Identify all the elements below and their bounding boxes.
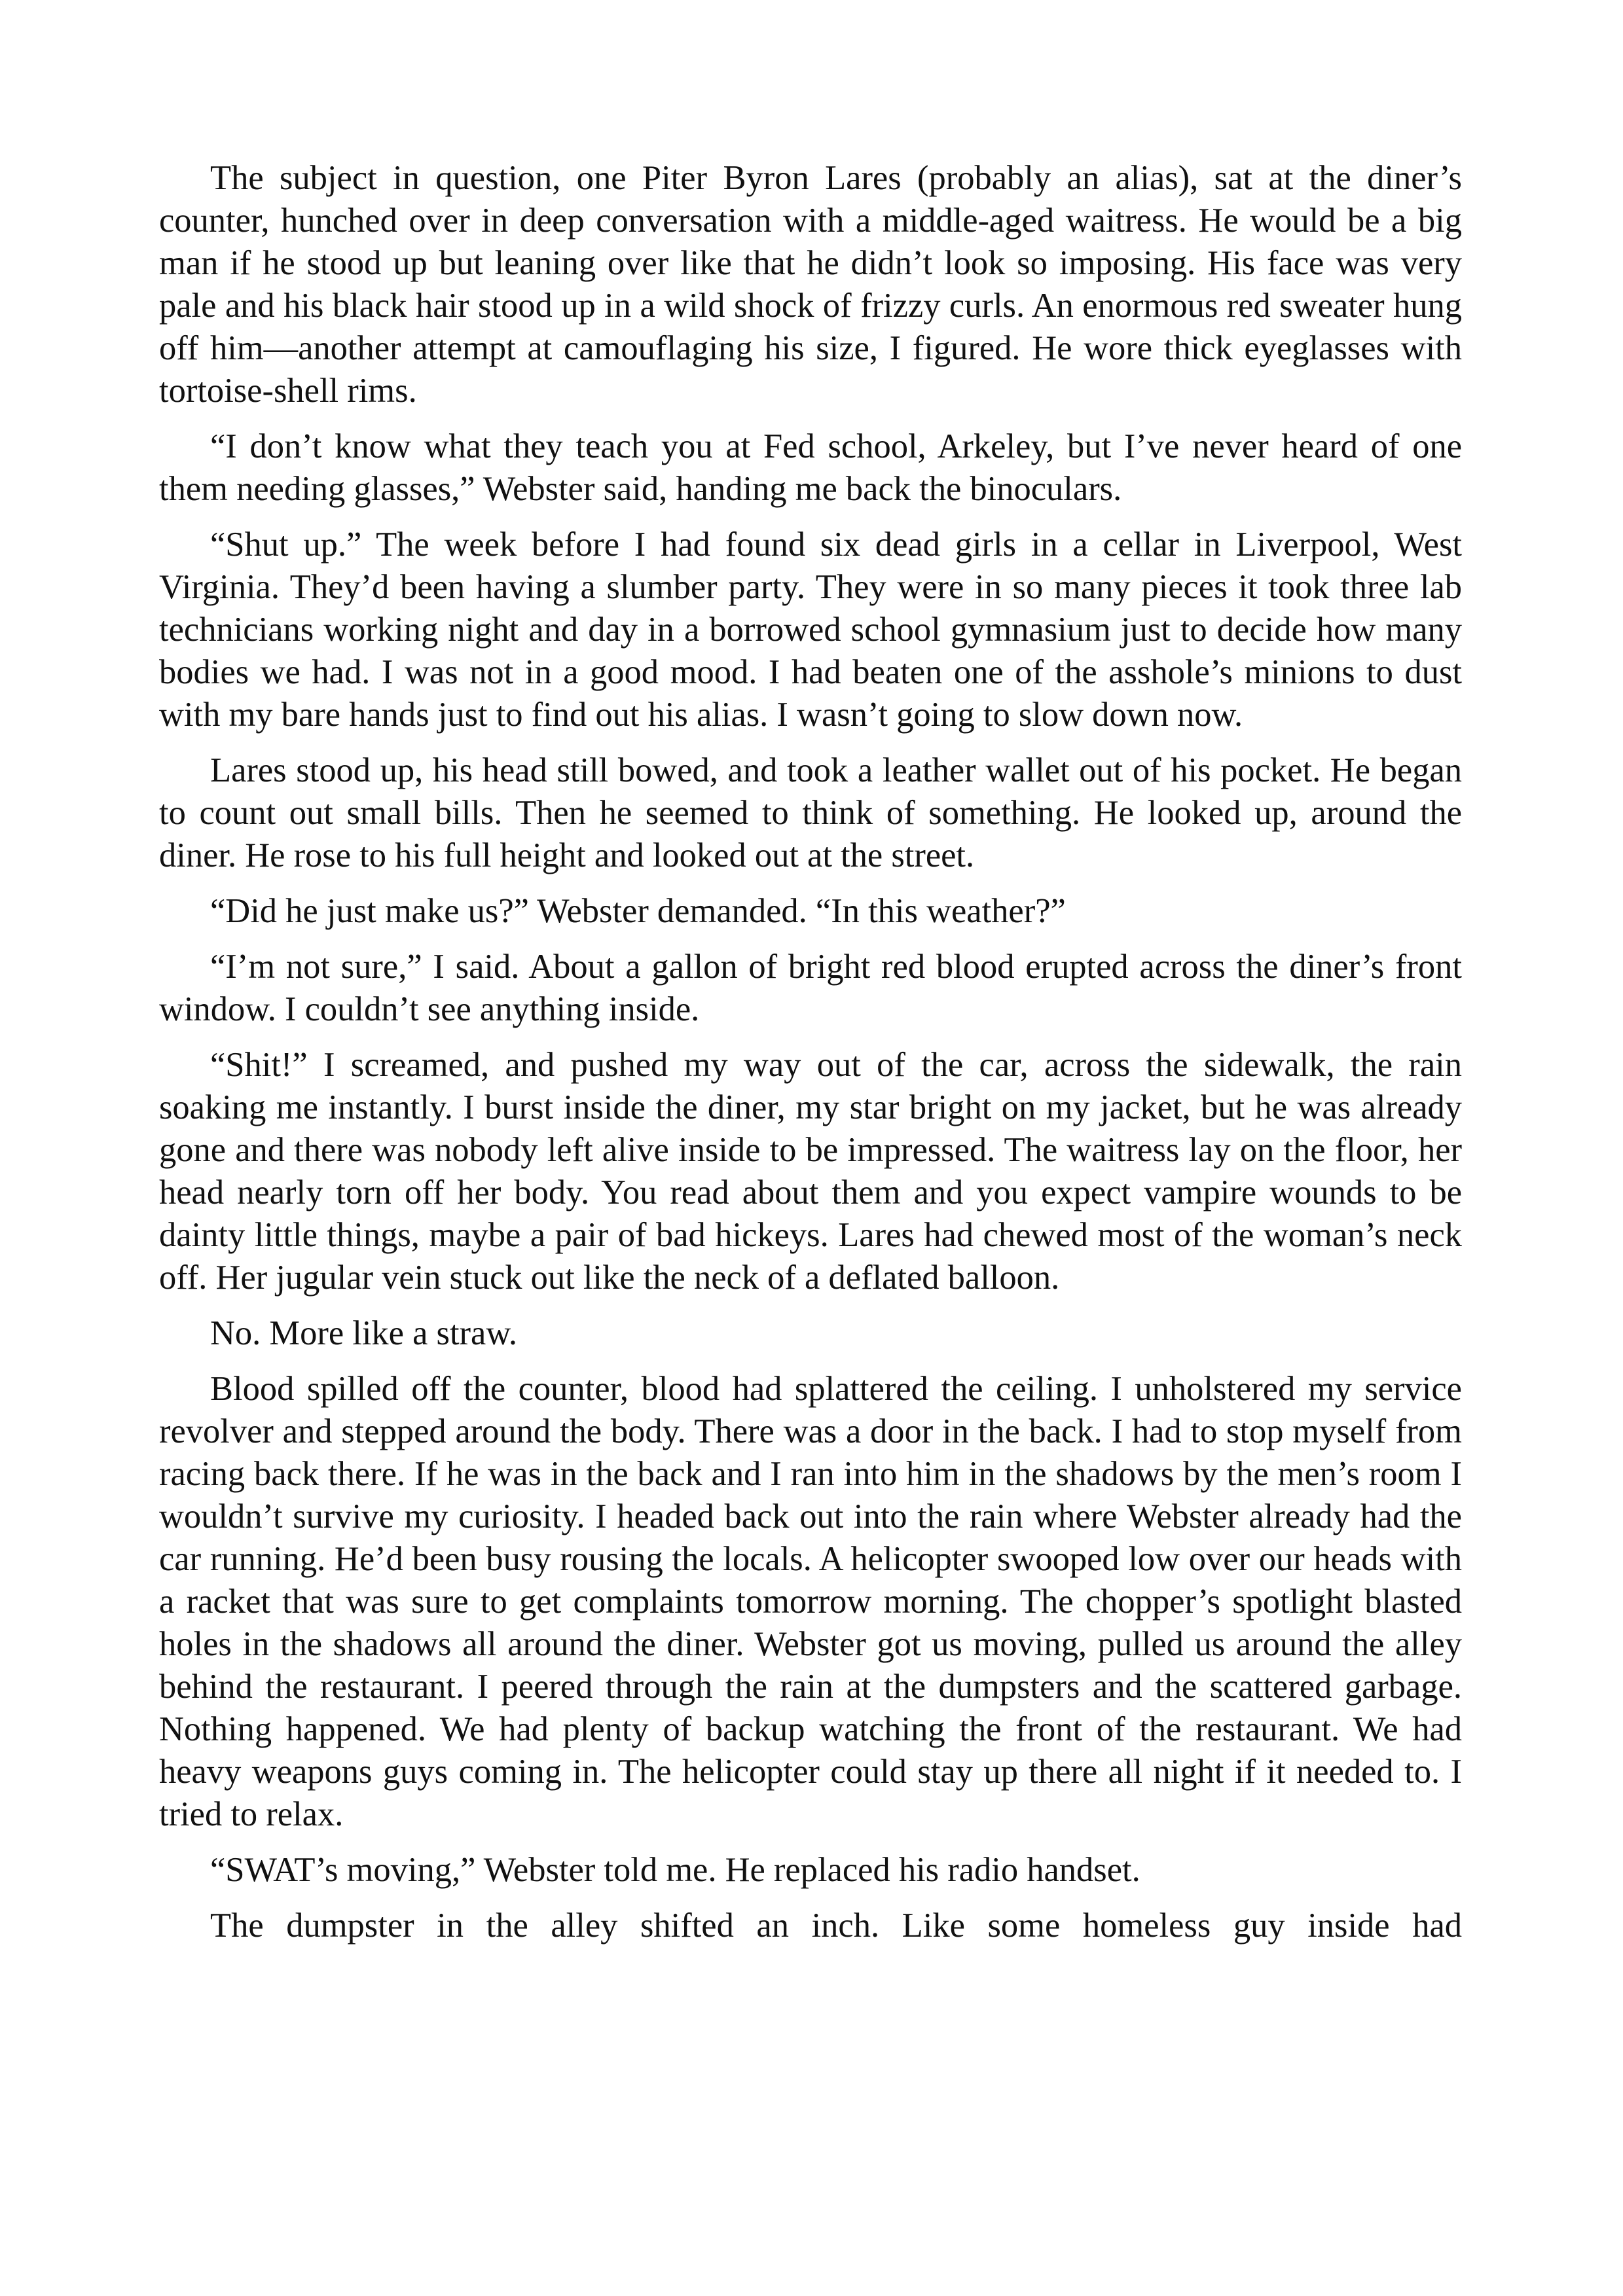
paragraph: “I’m not sure,” I said. About a gallon of bright red blood erupted across the diner’s front window. I couldn’t see anything inside.: [159, 948, 1462, 1028]
paragraph: Lares stood up, his head still bowed, and took a leather wallet out of his pocket. He began to count out small bills. Then he seemed to think of something. He looked up, around the diner. He rose to his full height and looked out at the street.: [159, 751, 1462, 874]
paragraph: “Shut up.” The week before I had found six dead girls in a cellar in Liverpool, West Virginia. They’d been having a slumber party. They were in so many pieces it took three lab technicians working night and day in a borrowed school gymnasium just to decide how many bodies we had. I was not in a good mood. I had beaten one of the asshole’s minions to dust with my bare hands just to find out his alias. I wasn’t going to slow down now.: [159, 526, 1462, 734]
paragraph-continued: The dumpster in the alley shifted an inch. Like some homeless guy inside had: [210, 1907, 1462, 1945]
paragraph: “Shit!” I screamed, and pushed my way out of the car, across the sidewalk, the rain soaking me instantly. I burst inside the diner, my star bright on my jacket, but he was already gone and there was nobody left alive inside to be impressed. The waitress lay on the floor, her head nearly torn off her body. You read about them and you expect vampire wounds to be dainty little things, maybe a pair of bad hickeys. Lares had chewed most of the woman’s neck off. Her jugular vein stuck out like the neck of a deflated balloon.: [159, 1046, 1462, 1297]
paragraph: “Did he just make us?” Webster demanded. “In this weather?”: [210, 892, 1066, 930]
paragraph: “I don’t know what they teach you at Fed school, Arkeley, but I’ve never heard of one them needing glasses,” Webster said, handing me back the binoculars.: [159, 427, 1462, 508]
paragraph: “SWAT’s moving,” Webster told me. He replaced his radio handset.: [210, 1851, 1140, 1889]
paragraph: Blood spilled off the counter, blood had splattered the ceiling. I unholstered my service revolver and stepped around the body. There was a door in the back. I had to stop myself from racing back there. If he was in the back and I ran into him in the shadows by the men’s room I wouldn’t survive my curiosity. I headed back out into the rain where Webster already had the car running. He’d been busy rousing the locals. A helicopter swooped low over our heads with a racket that was sure to get complaints tomorrow morning. The chopper’s spotlight blasted holes in the shadows all around the diner. Webster got us moving, pulled us around the alley behind the restaurant. I peered through the rain at the dumpsters and the scattered garbage. Nothing happened. We had plenty of backup watching the front of the restaurant. We had heavy weapons guys coming in. The helicopter could stay up there all night if it needed to. I tried to relax.: [159, 1370, 1462, 1833]
paragraph: The subject in question, one Piter Byron Lares (probably an alias), sat at the diner’s counter, hunched over in deep conversation with a middle-aged waitress. He would be a big man if he stood up but leaning over like that he didn’t look so imposing. His face was very pale and his black hair stood up in a wild shock of frizzy curls. An enormous red sweater hung off him—another attempt at camouflaging his size, I figured. He wore thick eyeglasses with tortoise-shell rims.: [159, 159, 1462, 410]
paragraph: No. More like a straw.: [210, 1314, 517, 1352]
body-text: [159, 157, 1462, 1947]
